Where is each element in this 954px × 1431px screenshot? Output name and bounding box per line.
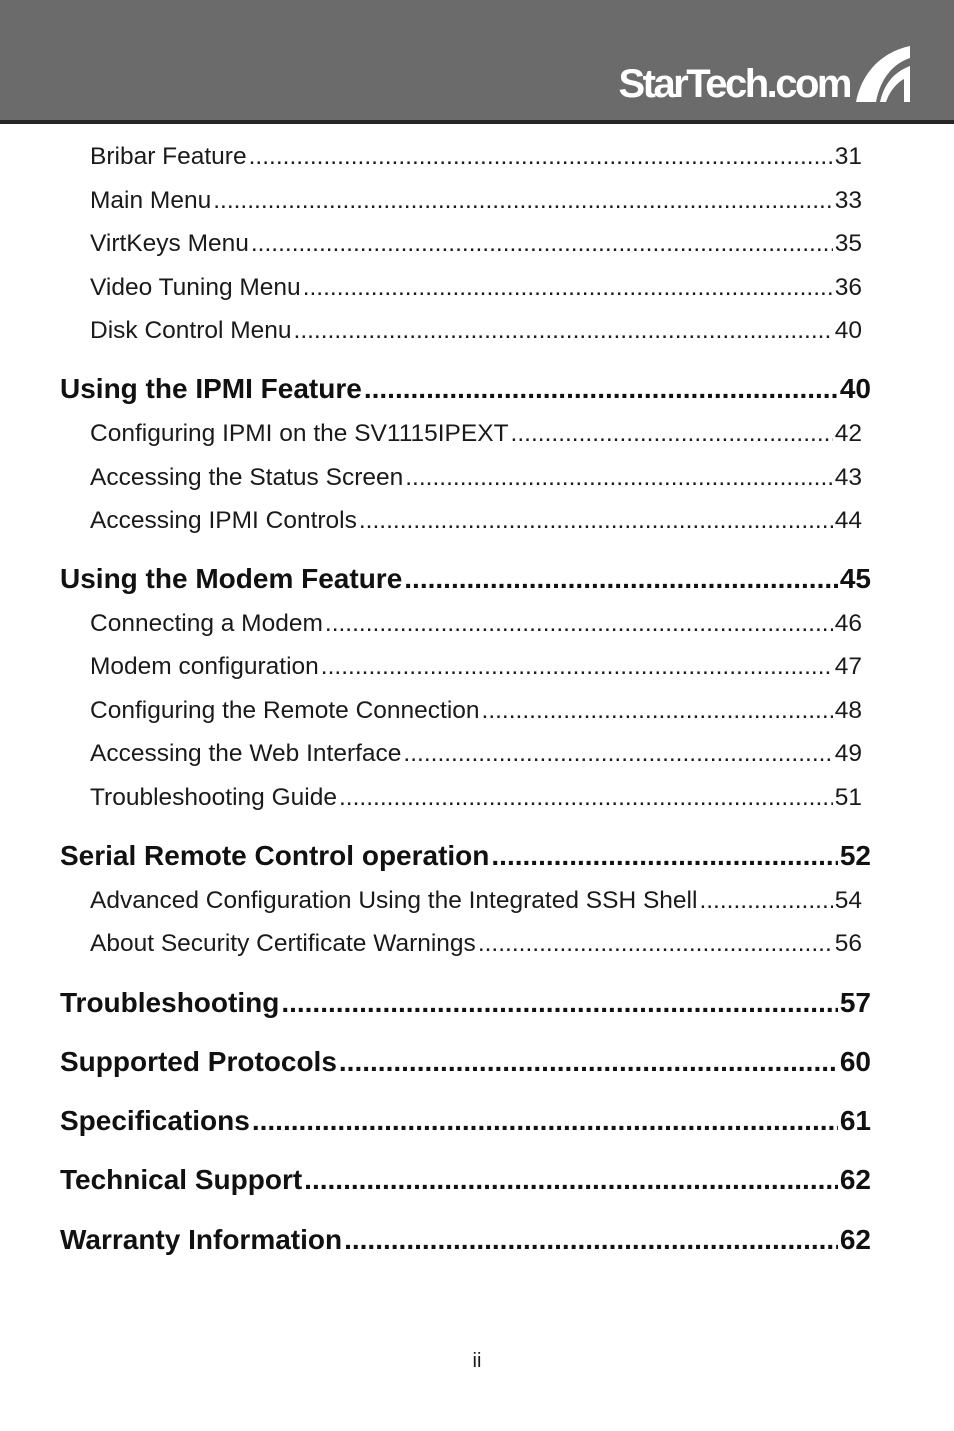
- toc-section[interactable]: [60, 563, 871, 595]
- toc-section[interactable]: [60, 1105, 871, 1137]
- toc-section-label: Technical Support: [60, 1164, 303, 1195]
- leader-dots: [304, 1164, 838, 1196]
- toc-entry[interactable]: [90, 610, 862, 638]
- toc-section[interactable]: [60, 1164, 871, 1196]
- toc-section[interactable]: [60, 373, 871, 405]
- toc-entry-label: VirtKeys Menu: [90, 230, 249, 257]
- toc-section-label: Troubleshooting: [60, 987, 280, 1018]
- toc-section-page: 62: [839, 1164, 871, 1195]
- leader-dots: [251, 230, 833, 258]
- toc-section-page: 62: [839, 1224, 871, 1255]
- toc-section-label: Using the IPMI Feature: [60, 373, 362, 404]
- toc-entry-label: Connecting a Modem: [90, 610, 323, 637]
- toc-entry-page: 47: [834, 653, 862, 680]
- toc-entry-label: Advanced Configuration Using the Integrated SSH Shell: [90, 887, 698, 914]
- leader-dots: [482, 697, 833, 725]
- page-number: ii: [472, 1350, 482, 1372]
- toc-entry-page: 31: [834, 143, 862, 170]
- leader-dots: [294, 317, 833, 345]
- leader-dots: [344, 1224, 838, 1256]
- leader-dots: [511, 420, 833, 448]
- leader-dots: [699, 887, 832, 915]
- toc-entry[interactable]: [90, 464, 862, 492]
- toc-entry-page: 54: [834, 887, 862, 914]
- toc-entry-page: 56: [834, 930, 862, 957]
- leader-dots: [325, 610, 833, 638]
- toc-entry-page: 33: [834, 187, 862, 214]
- toc-section-page: 60: [839, 1046, 871, 1077]
- leader-dots: [364, 373, 838, 405]
- toc-entry-label: Modem configuration: [90, 653, 319, 680]
- toc-entry-label: About Security Certificate Warnings: [90, 930, 476, 957]
- toc-entry-page: 36: [834, 274, 862, 301]
- toc-entry-label: Main Menu: [90, 187, 212, 214]
- toc-entry[interactable]: [90, 230, 862, 258]
- toc-entry-page: 44: [834, 507, 862, 534]
- toc-entry[interactable]: [90, 930, 862, 958]
- leader-dots: [281, 987, 838, 1019]
- leader-dots: [252, 1105, 838, 1137]
- toc-entry-page: 46: [834, 610, 862, 637]
- toc-section[interactable]: [60, 1046, 871, 1078]
- toc-entry-label: Disk Control Menu: [90, 317, 292, 344]
- toc-section[interactable]: [60, 840, 871, 872]
- leader-dots: [403, 740, 832, 768]
- toc-entry[interactable]: [90, 740, 862, 768]
- toc-section-label: Warranty Information: [60, 1224, 343, 1255]
- header-divider: [0, 120, 954, 124]
- brand-logo: [618, 44, 910, 104]
- toc-entry-page: 40: [834, 317, 862, 344]
- toc-section-page: 57: [839, 987, 871, 1018]
- toc-entry-label: Configuring IPMI on the SV1115IPEXT: [90, 420, 509, 447]
- toc-entry[interactable]: [90, 317, 862, 345]
- toc-entry-label: Accessing the Web Interface: [90, 740, 402, 767]
- leader-dots: [321, 653, 833, 681]
- leader-dots: [213, 187, 833, 215]
- toc-entry-label: Troubleshooting Guide: [90, 784, 337, 811]
- toc-section-page: 61: [839, 1105, 871, 1136]
- toc-section-page: 45: [839, 563, 871, 594]
- toc-entry-label: Accessing the Status Screen: [90, 464, 404, 491]
- leader-dots: [339, 784, 833, 812]
- toc-section[interactable]: [60, 987, 871, 1019]
- toc-entry-page: 35: [834, 230, 862, 257]
- page-header: [0, 0, 954, 120]
- toc-entry[interactable]: [90, 187, 862, 215]
- leader-dots: [359, 507, 833, 535]
- toc-entry-page: 48: [834, 697, 862, 724]
- leader-dots: [249, 143, 833, 171]
- toc-section-label: Supported Protocols: [60, 1046, 337, 1077]
- toc-entry-label: Video Tuning Menu: [90, 274, 301, 301]
- leader-dots: [404, 563, 838, 595]
- leader-dots: [491, 840, 837, 872]
- toc-entry[interactable]: [90, 507, 862, 535]
- toc-entry[interactable]: [90, 274, 862, 302]
- toc-entry[interactable]: [90, 143, 862, 171]
- toc-section-page: 40: [839, 373, 871, 404]
- toc-entry[interactable]: [90, 697, 862, 725]
- leader-dots: [478, 930, 833, 958]
- toc-section-page: 52: [839, 840, 871, 871]
- startech-swoosh-icon: [852, 44, 910, 104]
- toc-entry-page: 49: [834, 740, 862, 767]
- toc-entry-page: 43: [834, 464, 862, 491]
- leader-dots: [303, 274, 833, 302]
- toc-entry-page: 42: [834, 420, 862, 447]
- toc-section[interactable]: [60, 1224, 871, 1256]
- toc-entry-label: Bribar Feature: [90, 143, 247, 170]
- leader-dots: [339, 1046, 838, 1078]
- toc-entry[interactable]: [90, 420, 862, 448]
- brand-name: StarTech.com: [618, 62, 850, 106]
- toc-entry[interactable]: [90, 784, 862, 812]
- toc-entry[interactable]: [90, 653, 862, 681]
- toc-entry-label: Configuring the Remote Connection: [90, 697, 480, 724]
- toc-section-label: Using the Modem Feature: [60, 563, 403, 594]
- leader-dots: [405, 464, 833, 492]
- toc-section-label: Specifications: [60, 1105, 250, 1136]
- toc-entry-page: 51: [834, 784, 862, 811]
- toc-entry-label: Accessing IPMI Controls: [90, 507, 357, 534]
- toc-section-label: Serial Remote Control operation: [60, 840, 490, 871]
- toc-entry[interactable]: [90, 887, 862, 915]
